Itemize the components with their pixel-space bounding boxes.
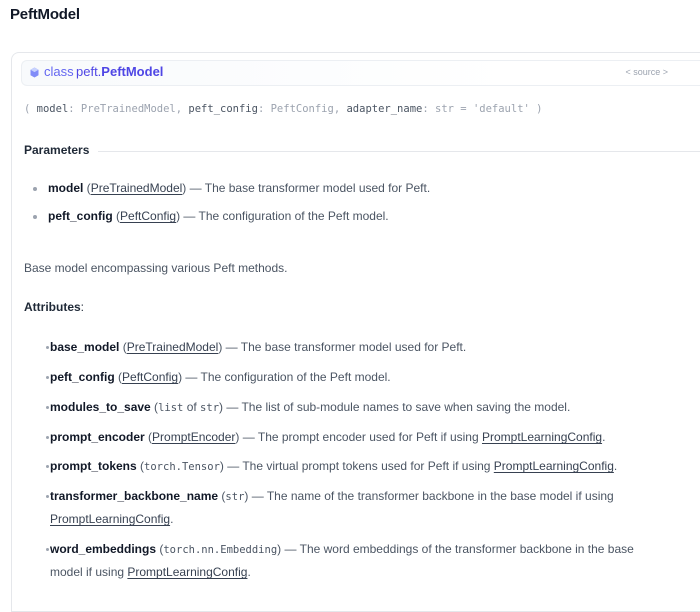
- attribute-desc-end: .: [602, 430, 606, 444]
- attribute-name: word_embeddings: [50, 542, 157, 556]
- page-title: PeftModel: [10, 6, 80, 23]
- attributes-heading: [24, 300, 84, 314]
- param-name: model: [48, 181, 84, 195]
- sig-param-type: str: [435, 103, 454, 115]
- param-name: peft_config: [48, 209, 113, 223]
- config-link[interactable]: PromptLearningConfig: [127, 565, 248, 579]
- list-bullet: [46, 346, 49, 349]
- type-code: str: [225, 491, 245, 503]
- class-description: Base model encompassing various Peft methods.: [24, 261, 288, 275]
- attribute-desc-cont: model if using: [50, 565, 128, 579]
- type-link[interactable]: PreTrainedModel: [90, 181, 183, 195]
- attribute-desc: — The prompt encoder used for Peft if using: [239, 430, 482, 444]
- attribute-desc-end: .: [170, 512, 174, 526]
- class-icon: [30, 67, 39, 78]
- list-bullet: [46, 376, 49, 379]
- class-module: peft.: [76, 64, 102, 79]
- attribute-desc: — The list of sub-module names to save when saving the model.: [223, 400, 571, 414]
- class-name[interactable]: [76, 64, 163, 79]
- type-link[interactable]: PeftConfig: [120, 209, 177, 223]
- attributes-heading-colon: :: [80, 300, 85, 314]
- sig-param-type: PeftConfig: [270, 103, 334, 115]
- attribute-item: word_embeddings (torch.nn.Embedding) — The word embeddings of the transformer backbone in the base: [50, 542, 634, 556]
- sig-open: (: [24, 103, 37, 115]
- sig-close: ): [529, 103, 543, 115]
- type-link[interactable]: PromptEncoder: [152, 430, 236, 444]
- type-link[interactable]: PreTrainedModel: [126, 340, 219, 354]
- list-bullet: [46, 436, 49, 439]
- param-item: peft_config (PeftConfig) — The configuration of the Peft model.: [48, 209, 389, 223]
- list-bullet: [33, 187, 37, 191]
- list-bullet: [46, 406, 49, 409]
- type-code: list: [158, 402, 184, 414]
- attribute-desc-end: .: [613, 459, 618, 473]
- parameters-divider: [98, 151, 700, 152]
- sig-param-name: model: [36, 103, 69, 115]
- attribute-item: prompt_encoder (PromptEncoder) — The prompt encoder used for Peft if using PromptLearningConfig.: [50, 430, 606, 444]
- source-link[interactable]: < source >: [625, 67, 668, 77]
- attributes-heading-text: Attributes: [24, 300, 81, 314]
- attribute-desc: — The word embeddings of the transformer backbone in the base: [281, 542, 634, 556]
- attribute-name: prompt_encoder: [50, 430, 145, 444]
- attribute-item: base_model (PreTrainedModel) — The base transformer model used for Peft.: [50, 340, 467, 354]
- param-item: model (PreTrainedModel) — The base transformer model used for Peft.: [48, 181, 431, 195]
- class-keyword: class: [44, 64, 74, 79]
- type-code: torch.Tensor: [144, 461, 220, 473]
- config-link[interactable]: PromptLearningConfig: [493, 459, 614, 473]
- attribute-desc: — The name of the transformer backbone in the base model if using: [248, 489, 614, 503]
- attribute-item: peft_config (PeftConfig) — The configuration of the Peft model.: [50, 370, 391, 384]
- config-link[interactable]: PromptLearningConfig: [481, 430, 603, 444]
- list-bullet: [46, 465, 49, 468]
- type-link[interactable]: PeftConfig: [122, 370, 179, 384]
- attribute-item: modules_to_save (list of str) — The list of sub-module names to save when saving the model.: [50, 400, 571, 414]
- class-short-name: PeftModel: [101, 64, 164, 79]
- sig-param-type: PreTrainedModel: [80, 103, 176, 115]
- attribute-desc-end: .: [247, 565, 251, 579]
- attribute-name: modules_to_save: [50, 400, 151, 414]
- sig-param-default: 'default': [472, 103, 530, 115]
- attribute-item-continuation: [50, 565, 251, 579]
- param-desc: — The configuration of the Peft model.: [180, 209, 389, 223]
- list-bullet: [46, 548, 49, 551]
- attribute-name: base_model: [50, 340, 120, 354]
- doc-card: [11, 52, 700, 612]
- config-link[interactable]: PromptLearningConfig: [50, 512, 171, 526]
- param-desc: — The base transformer model used for Peft.: [186, 181, 431, 195]
- attribute-desc: — The configuration of the Peft model.: [182, 370, 391, 384]
- attribute-item: prompt_tokens (torch.Tensor) — The virtual prompt tokens used for Peft if using PromptLearningConfig.: [50, 459, 618, 473]
- list-bullet: [46, 495, 49, 498]
- parameters-heading: Parameters: [24, 143, 90, 157]
- attribute-desc: — The base transformer model used for Peft.: [222, 340, 467, 354]
- signature: ( model: PreTrainedModel, peft_config: PeftConfig, adapter_name: str = 'default' ): [24, 103, 543, 115]
- attribute-item: transformer_backbone_name (str) — The name of the transformer backbone in the base model if using: [50, 489, 614, 503]
- type-code: str: [200, 402, 220, 414]
- attribute-desc: — The virtual prompt tokens used for Peft if using: [223, 459, 494, 473]
- type-code: torch.nn.Embedding: [163, 544, 278, 556]
- sig-param-name: peft_config: [188, 103, 258, 115]
- attribute-name: transformer_backbone_name: [50, 489, 219, 503]
- type-mid: of: [183, 400, 201, 414]
- sig-param-name: adapter_name: [346, 103, 423, 115]
- attribute-name: prompt_tokens: [50, 459, 137, 473]
- attribute-name: peft_config: [50, 370, 115, 384]
- attribute-item-continuation: [50, 512, 173, 526]
- list-bullet: [33, 215, 37, 219]
